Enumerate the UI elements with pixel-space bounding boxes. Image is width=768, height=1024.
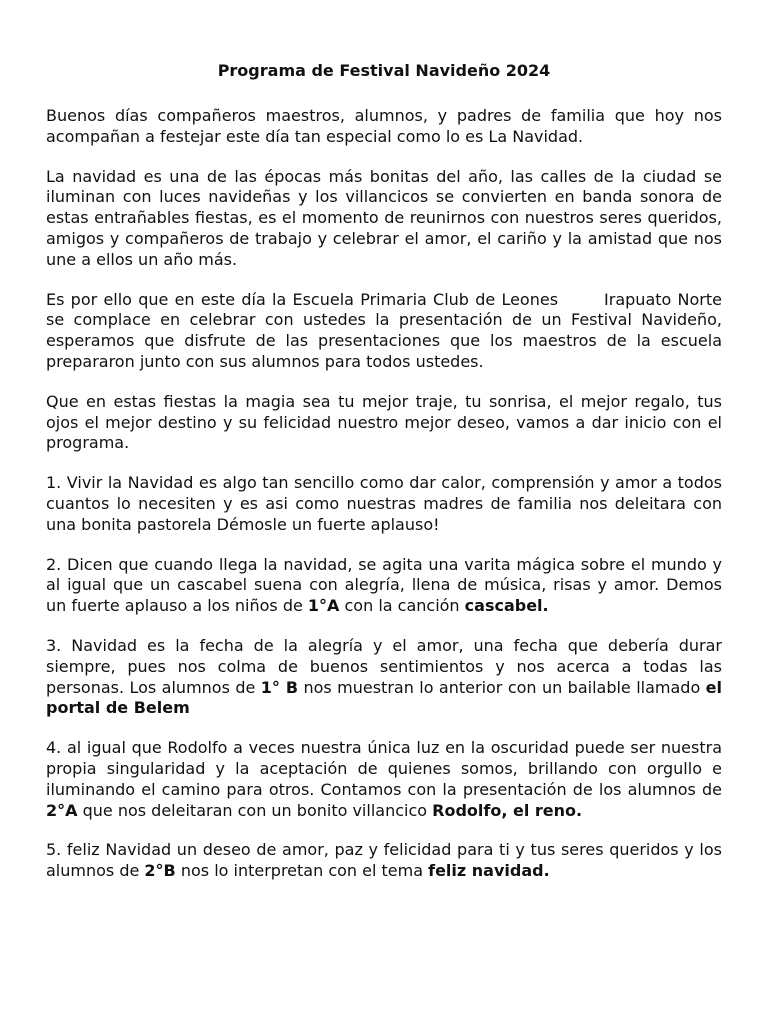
item-text: 5. feliz Navidad un deseo de amor, paz y felicidad para ti y tus seres queridos y los alumnos de (46, 840, 722, 881)
program-item-2 (46, 555, 722, 617)
document-title: Programa de Festival Navideño 2024 (217, 61, 551, 80)
item-text: 3. Navidad es la fecha de la alegría y el amor, una fecha que debería durar siempre, pues nos colma de buenos sentimientos y nos acerca a todas las personas. Los alumnos de (46, 635, 722, 697)
greeting-paragraph: Buenos días compañeros maestros, alumnos, y padres de familia que hoy nos acompañan a festejar este día tan especial como lo es La Navidad. (46, 106, 722, 146)
wishes-paragraph: Que en estas fiestas la magia sea tu mejor traje, tu sonrisa, el mejor regalo, tus ojos el mejor destino y su felicidad nuestro mejor deseo, vamos a dar inicio con el programa. (46, 391, 722, 453)
item-text: con la canción (339, 596, 465, 616)
item-text: 4. al igual que Rodolfo a veces nuestra única luz en la oscuridad puede ser nuestra propia singularidad y la aceptación de quienes somos, brillando con orgullo e iluminando el camino para otros. Contamos con la presentación de los alumnos de (46, 738, 722, 799)
school-paragraph (46, 290, 722, 373)
item-song: cascabel. (464, 596, 549, 616)
school-text-end: Irapuato Norte se complace en celebrar con ustedes la presentación de un Festival Navideño, esperamos que disfrute de las presentaciones que los maestros de la escuela prepararon junto con sus alumnos para todos ustedes. (46, 289, 723, 371)
item-group: 2°A (46, 800, 78, 820)
item-text: nos lo interpretan con el tema (175, 861, 429, 881)
document-page (46, 60, 722, 901)
item-group: 1°A (307, 596, 340, 616)
program-item-4 (46, 738, 722, 821)
item-song: feliz navidad. (428, 861, 550, 881)
item-group: 1° B (260, 677, 299, 697)
item-text: 2. Dicen que cuando llega la navidad, se agita una varita mágica sobre el mundo y al igual que un cascabel suena con alegría, llena de música, risas y amor. Demos un fuerte aplauso a los niños de (46, 554, 722, 616)
program-item-3 (46, 636, 722, 719)
christmas-intro-paragraph: La navidad es una de las épocas más bonitas del año, las calles de la ciudad se iluminan con luces navideñas y los villancicos se convierten en banda sonora de estas entrañables fiestas, es el momento de reunirnos con nuestros seres queridos, amigos y compañeros de trabajo y celebrar el amor, el cariño y la amistad que nos une a ellos un año más. (46, 166, 722, 269)
item-song: el portal de Belem (46, 677, 722, 718)
item-text: nos muestran lo anterior con un bailable llamado (298, 677, 706, 697)
program-item-1: 1. Vivir la Navidad es algo tan sencillo como dar calor, comprensión y amor a todos cuantos lo necesiten y es asi como nuestras madres de familia nos deleitara con una bonita pastorela Démosle un fuerte aplauso! (46, 473, 722, 534)
item-group: 2°B (144, 861, 176, 881)
program-item-5 (46, 840, 722, 882)
item-text: que nos deleitaran con un bonito villancico (77, 800, 433, 820)
school-text-start: Es por ello que en este día la Escuela Primaria Club de Leones (46, 289, 559, 309)
item-song: Rodolfo, el reno. (432, 800, 583, 820)
